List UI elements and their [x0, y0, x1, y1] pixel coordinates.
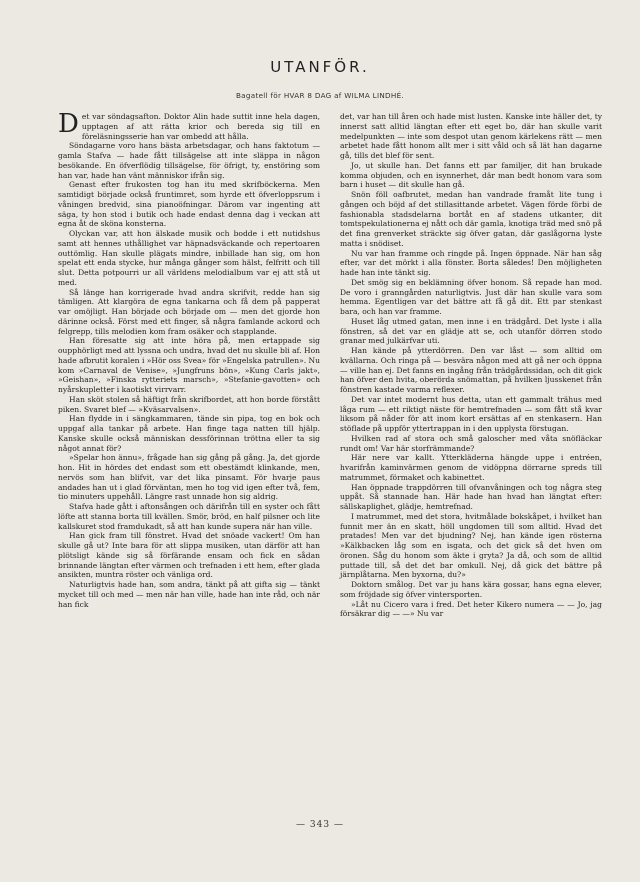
paragraph: Doktorn smålog. Det var ju hans kära gossar, hans egna elever, som fröjdade sig öfver vintersporten.: [340, 580, 602, 599]
paragraph: Olyckan var, att hon älskade musik och bodde i ett nutidshus samt att hennes uthållighet var häpnadsväckande och repertoaren outtömlig. Han skulle plägats mindre, inbillade han sig, om hon spelat ett enda stycke, hur många gånger som hälst, felfritt och till slut. Detta potpourri ur all världens melodialbum var ej att stå ut med.: [58, 229, 320, 287]
paragraph: Det var intet modernt hus detta, utan ett gammalt trähus med låga rum — ett riktigt näste för hemtrefnaden — som fått stå kvar liksom på nåder för att inom kort ersättas af en stenkasern. Han stöflade på uppför yttertrappan in i den upplysta förstugan.: [340, 394, 602, 433]
paragraph: Så länge han korrigerade hvad andra skrifvit, redde han sig tämligen. Att klargöra de egna tankarna och få dem på papperat var omöjligt. Han började och började om — men det gjorde hon därinne också. Först med ett finger, så några famlande ackord och felgrepp, tills melodien kom fram osäker och stapplande.: [58, 287, 320, 336]
paragraph: Han kände på ytterdörren. Den var låst — som alltid om kvällarna. Och ringa på — besvära någon med att gå ner och öppna — ville han ej. Det fanns en ingång från trädgårdssidan, och dit gick han öfver den hvita, oberörda snömattan, på hvilken ljusskenet från fönstren kastade varma reflexer.: [340, 346, 602, 394]
paragraph: Här nere var kallt. Ytterkläderna hängde uppe i entréen, hvarifrån kaminvärmen genom de vidöppna dörrarne spreds till matrummet, förmaket och kabinettet.: [340, 453, 602, 482]
paragraph: Han sköt stolen så häftigt från skrifbordet, att hon borde förstått piken. Svaret blef — »Kväsarvalsen».: [58, 394, 320, 414]
paragraph: Han föresatte sig att inte höra på, men ertappade sig oupphörligt med att lyssna och undra, hvad det nu skulle bli af. Hon hade afbrutit koralen i »Hör oss Svea» för »Engelska patrullen». Nu kom »Carnaval de Venise», »Jungfruns bön», »Kung Carls jakt», »Geishan», »Finska rytteriets marsch», »Stefanie-gavotten» och nyårskupletter i kaotiskt virrvarr.: [58, 336, 320, 394]
paragraph: »Spelar hon ännu», frågade han sig gång på gång. Ja, det gjorde hon. Hit in hördes det endast som ett obestämdt klinkande, men, nervös som han blifvit, var det lika pinsamt. För hvarje paus andades han ut i glad förväntan, men ho tog vid igen efter två, fem, tio minuters uppehåll. Längre rast unnade hon sig aldrig.: [58, 453, 320, 502]
paragraph: Det smög sig en beklämning öfver honom. Så repade han mod. De voro i granngården naturligtvis. Just där han skulle vara som hemma. Egentligen var det bättre att få gå dit. Ett par stenkast bara, och han var framme.: [340, 277, 602, 316]
paragraph: Söndagarne voro hans bästa arbetsdagar, och hans faktotum — gamla Stafva — hade fått tillsägelse att inte släppa in någon besökande. En öfverflödig tillsägelse, för öfrigt, ty, enstöring som han var, hade han vänt människor ifrån sig.: [58, 141, 320, 180]
paragraph: Naturligtvis hade han, som andra, tänkt på att gifta sig — tänkt mycket till och med — men när han ville, hade han inte råd, och när han fick: [58, 580, 320, 609]
paragraph: Det var söndagsafton. Doktor Alin hade suttit inne hela dagen, upptagen af att rätta krior och bereda sig till en föreläsningsserie han var ombedd att hålla.: [58, 109, 320, 141]
paragraph: Hvilken rad af stora och små galoscher med våta snöfläckar rundt om! Var här storfrämmande?: [340, 433, 602, 453]
text-column-left: [58, 109, 320, 609]
paragraph: Han flydde in i sängkammaren, tände sin pipa, tog en bok och uppgaf alla tankar på arbete. Han finge taga natten till hjälp. Kanske skulle också människan dessförinnan tröttna eller ta sig något annat för?: [58, 414, 320, 453]
paragraph: Genast efter frukosten tog han itu med skrifböckerna. Men samtidigt började också fruntimret, som hyrde ett öfverloppsrum i våningen bredvid, sina pianoöfningar. Därom var ingenting att säga, ty hon stod i butik och hade endast denna dag i veckan att egna åt de sköna konsterna.: [58, 180, 320, 229]
paragraph: det, var han till åren och hade mist lusten. Kanske inte häller det, ty innerst satt alltid längtan efter ett eget bo, där han skulle varit medelpunkten — inte som despot utan genom kärlekens rätt — men arbetet hade fått honom allt mer i sitt våld och så lät han dagarne gå, tills det blef för sent.: [340, 112, 602, 160]
paragraph: Han gick fram till fönstret. Hvad det snöade vackert! Om han skulle gå ut? Inte bara för att slippa musiken, utan därför att han plötsligt kände sig så förfärande ensam och fick en sådan brinnande längtan efter värmen och trefnaden i ett hem, efter glada ansikten, muntra röster och vänliga ord.: [58, 531, 320, 580]
page-number: — 343 —: [296, 820, 344, 830]
paragraph: »Låt nu Cicero vara i fred. Det heter Kikero numera — — Jo, jag försäkrar dig — —» Nu var: [340, 599, 602, 619]
paragraph: I matrummet, med det stora, hvitmålade bokskåpet, i hvilket han funnit mer än en skatt, höll ungdomen till som alltid. Hvad det pratades! Men var det bjudning? Nej, han kände igen rösterna »Kälkbacken låg som en isgata, och det gick så det hven om öronen. Såg du honom som äkte i gryta? Ja då, och som de alltid puttade till, så det det bar omkull. Nej, då gick det bättre på järnplåtarna. Men byxorna, du?»: [340, 511, 602, 580]
paragraph: Nu var han framme och ringde på. Ingen öppnade. När han såg efter, var det mörkt i alla fönster. Borta således! Den möjligheten hade han inte tänkt sig.: [340, 248, 602, 277]
paragraph: Han öppnade trappdörren till ofvanvåningen och tog några steg uppåt. Så stannade han. Här hade han hvad han längtat efter: sällskaplighet, glädje, hemtrefnad.: [340, 482, 602, 511]
drop-cap: D: [58, 109, 79, 139]
paragraph: Stafva hade gått i aftonsången och därifrån till en syster och fått löfte att stanna borta till kvällen. Smör, bröd, en half pilsner och lite kallskuret stod framdukadt, så att han kunde supera när han ville.: [58, 502, 320, 531]
paragraph: Jo, ut skulle han. Det fanns ett par familjer, dit han brukade komma objuden, och en isynnerhet, där man bedt honom vara som barn i huset — dit skulle han gå.: [340, 160, 602, 190]
byline: Bagatell för HVAR 8 DAG af WILMA LINDHÉ.: [235, 91, 405, 100]
text-column-right: [340, 112, 602, 619]
paragraph: Snön föll oafbrutet, medan han vandrade framåt lite tung i gången och böjd af det stillasittande arbetet. Vägen förde förbi de fashionabla stadsdelarna bortåt en af stadens utkanter, dit tomtspekulationerna ej nått och där gamla, knotiga träd med snö på det fina grenverket sträckte sig öfver gatan, där gaslågorna lyste matta i snödiset.: [340, 190, 602, 248]
page-title: UTANFÖR.: [270, 58, 370, 76]
paragraph: Huset låg utmed gatan, men inne i en trädgård. Det lyste i alla fönstren, så det var en glädje att se, och utanför dörren stodo granar med julkärfvar uti.: [340, 316, 602, 346]
